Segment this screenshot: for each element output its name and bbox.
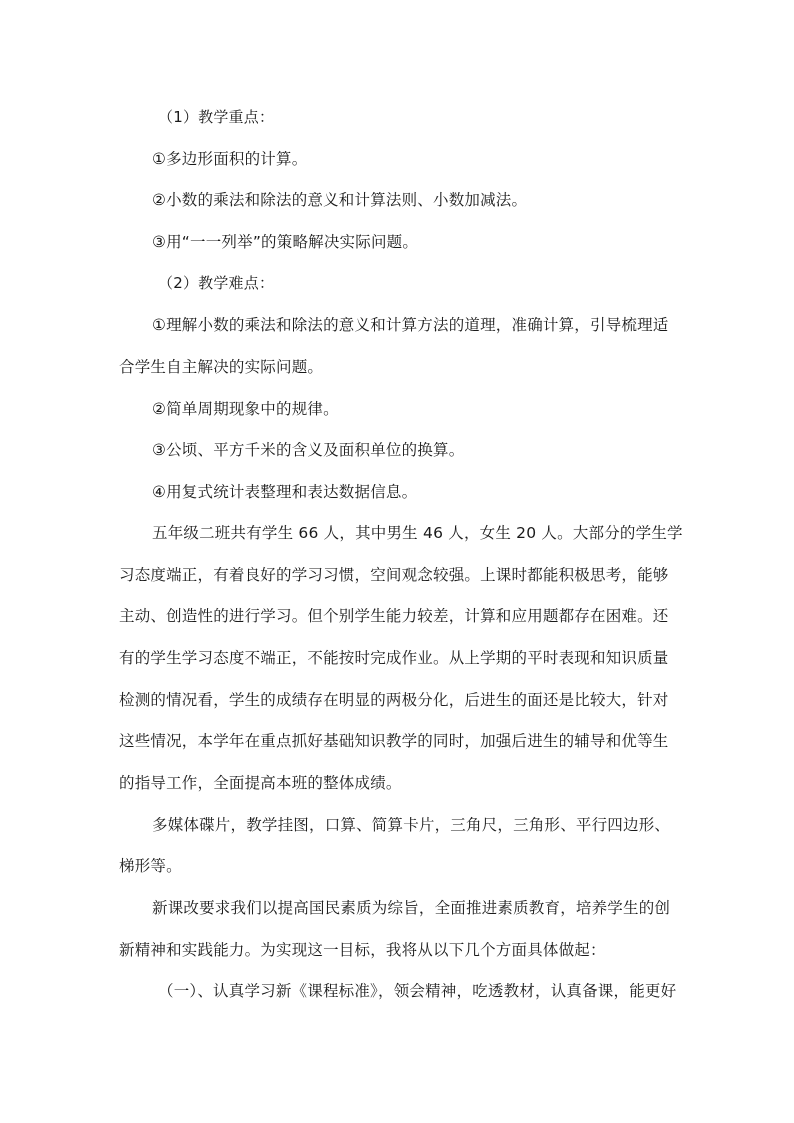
- class-analysis-line-7: 的指导工作，全面提高本班的整体成绩。: [119, 774, 402, 792]
- focus-item-3: ③用“一一列举”的策略解决实际问题。: [152, 233, 419, 251]
- class-analysis-line-5: 检测的情况看，学生的成绩存在明显的两极分化，后进生的面还是比较大，针对: [119, 691, 669, 709]
- materials-line-1: 多媒体碟片，教学挂图，口算、简算卡片，三角尺，三角形、平行四边形、: [152, 816, 671, 834]
- class-analysis-line-3: 主动、创造性的进行学习。但个别学生能力较差，计算和应用题都存在困难。还: [119, 607, 669, 625]
- teaching-focus-heading: （1）教学重点：: [158, 108, 275, 126]
- teaching-difficulty-heading: （2）教学难点：: [158, 274, 275, 292]
- class-analysis-line-2: 习态度端正，有着良好的学习习惯，空间观念较强。上课时都能积极思考，能够: [119, 566, 669, 584]
- difficulty-item-2: ②简单周期现象中的规律。: [152, 400, 339, 418]
- materials-line-2: 梯形等。: [119, 857, 182, 875]
- measures-line-1: 新课改要求我们以提高国民素质为综旨，全面推进素质教育，培养学生的创: [152, 899, 671, 917]
- focus-item-2: ②小数的乘法和除法的意义和计算法则、小数加减法。: [152, 191, 528, 209]
- difficulty-item-3: ③公顷、平方千米的含义及面积单位的换算。: [152, 441, 465, 459]
- difficulty-item-4: ④用复式统计表整理和表达数据信息。: [152, 483, 418, 501]
- class-analysis-line-6: 这些情况，本学年在重点抓好基础知识教学的同时，加强后进生的辅导和优等生: [119, 732, 669, 750]
- difficulty-item-1-line-2: 合学生自主解决的实际问题。: [119, 358, 324, 376]
- class-analysis-line-4: 有的学生学习态度不端正，不能按时完成作业。从上学期的平时表现和知识质量: [119, 649, 669, 667]
- measures-line-2: 新精神和实践能力。为实现这一目标，我将从以下几个方面具体做起：: [119, 941, 606, 959]
- class-analysis-line-1: 五年级二班共有学生 66 人，其中男生 46 人，女生 20 人。大部分的学生学: [152, 524, 683, 542]
- focus-item-1: ①多边形面积的计算。: [152, 150, 308, 168]
- difficulty-item-1-line-1: ①理解小数的乘法和除法的意义和计算方法的道理，准确计算，引导梳理适: [152, 316, 669, 334]
- measure-one-line: （一）、认真学习新《课程标准》，领会精神，吃透教材，认真备课，能更好: [158, 982, 677, 1000]
